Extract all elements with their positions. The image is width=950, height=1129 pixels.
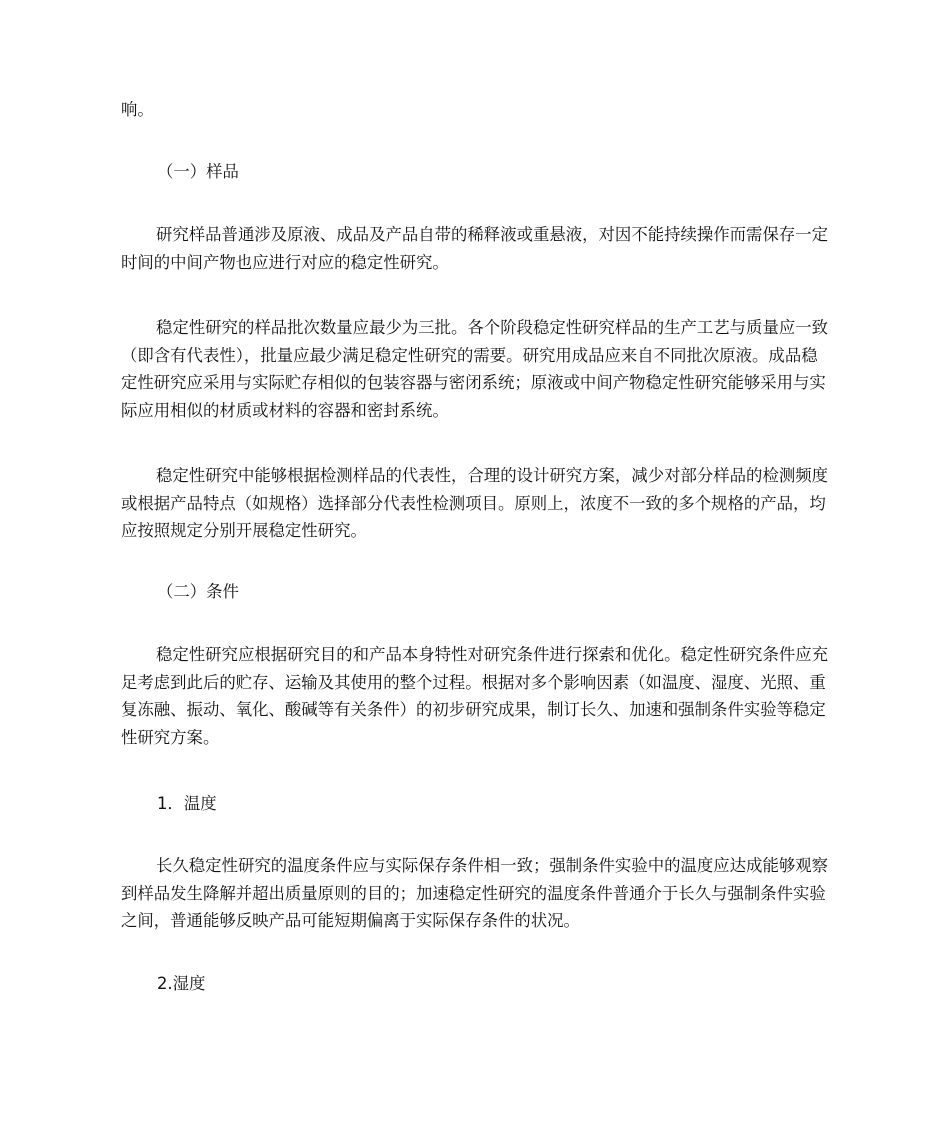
paragraph-conditions: 稳定性研究应根据研究目的和产品本身特性对研究条件进行探索和优化。稳定性研究条件应充足考虑到此后的贮存、运输及其使用的整个过程。根据对多个影响因素（如温度、湿度、光照、重复冻融、振动、氧化、酸碱等有关条件）的初步研究成果，制订长久、加速和强制条件实验等稳定性研究方案。 [121,645,829,747]
continuation-fragment: 响。 [121,100,154,119]
paragraph-sample-batches: 稳定性研究的样品批次数量应最少为三批。各个阶段稳定性研究样品的生产工艺与质量应一致（即含有代表性），批量应最少满足稳定性研究的需要。研究用成品应来自不同批次原液。成品稳定性研究应采用与实际贮存相似的包装容器与密闭系统；原液或中间产物稳定性研究能够采用与实际应用相似的材质或材料的容器和密封系统。 [121,318,829,420]
section-heading-conditions: （二）条件 [157,582,239,601]
subheading-temperature: 1．温度 [157,794,217,813]
section-heading-samples: （一）样品 [157,162,239,181]
paragraph-sample-representativeness: 稳定性研究中能够根据检测样品的代表性，合理的设计研究方案，减少对部分样品的检测频度或根据产品特点（如规格）选择部分代表性检测项目。原则上，浓度不一致的多个规格的产品，均应按照规定分别开展稳定性研究。 [121,466,829,541]
paragraph-sample-scope: 研究样品普通涉及原液、成品及产品自带的稀释液或重悬液，对因不能持续操作而需保存一定时间的中间产物也应进行对应的稳定性研究。 [121,225,829,272]
paragraph-temperature: 长久稳定性研究的温度条件应与实际保存条件相一致；强制条件实验中的温度应达成能够观察到样品发生降解并超出质量原则的目的；加速稳定性研究的温度条件普通介于长久与强制条件实验之间，普通能够反映产品可能短期偏离于实际保存条件的状况。 [121,856,829,931]
subheading-humidity: 2.湿度 [157,974,206,993]
